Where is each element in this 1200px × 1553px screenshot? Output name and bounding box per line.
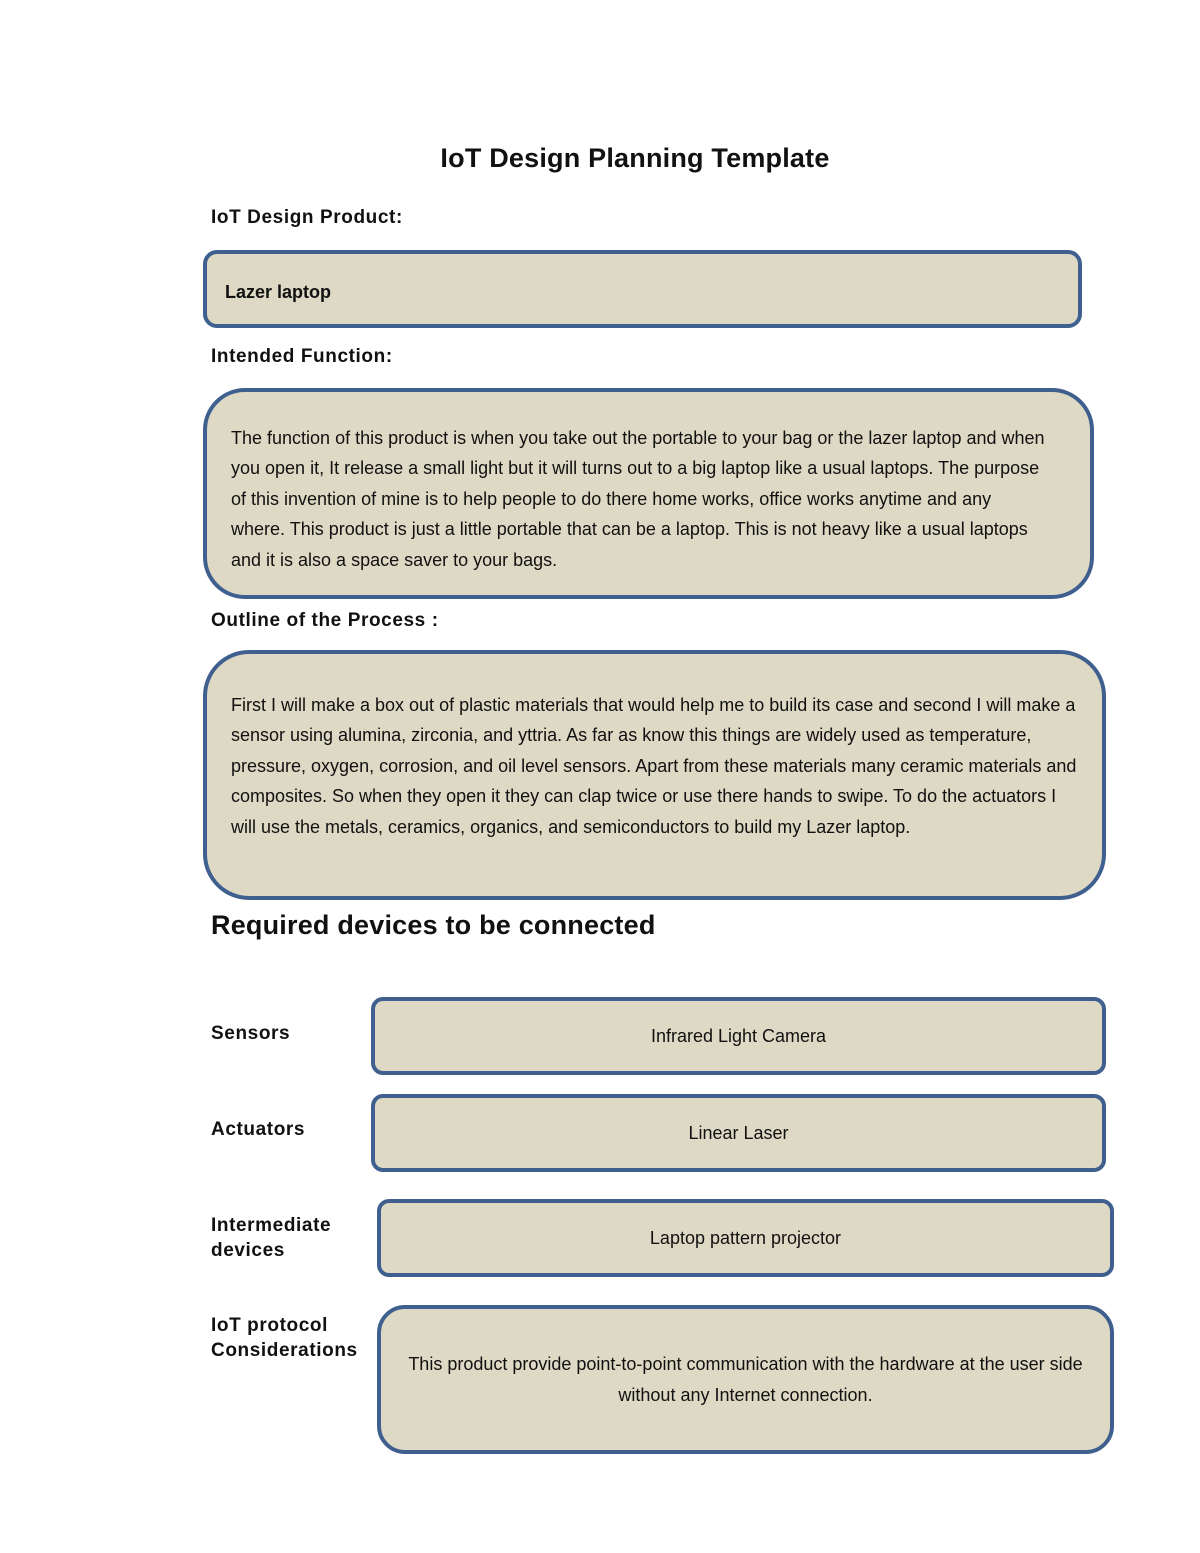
devices-heading: Required devices to be connected [211,910,656,940]
intended-function-text: The function of this product is when you take out the portable to your bag or the lazer laptop and when you open it, It release a small light but it will turns out to a big laptop like a usual laptops. The purpose of this invention of mine is to help people to do there home works, office works anytime and any where. This product is just a little portable that can be a laptop. This is not heavy like a usual laptops and it is also a space saver to your bags. [231,428,1045,570]
iot-protocol-value: This product provide point-to-point communication with the hardware at the user side without any Internet connection. [408,1354,1083,1405]
actuators-field[interactable] [371,1094,1106,1172]
sensors-field[interactable] [371,997,1106,1075]
actuators-label: Actuators [211,1119,306,1140]
intended-function-label: Intended Function: [211,346,393,367]
iot-protocol-field[interactable] [377,1305,1114,1454]
intermediate-devices-label-line1: Intermediate [211,1215,332,1236]
page-title: IoT Design Planning Template [440,143,830,173]
intermediate-devices-label [211,1213,331,1263]
product-label: IoT Design Product: [211,207,403,228]
actuators-value: Linear Laser [688,1122,789,1143]
sensors-value: Infrared Light Camera [650,1025,827,1046]
iot-protocol-label [211,1313,358,1363]
intended-function-field[interactable] [203,388,1094,599]
iot-protocol-label-line1: IoT protocol [211,1315,328,1336]
sensors-label: Sensors [211,1023,291,1044]
process-outline-field[interactable] [203,650,1106,900]
intermediate-devices-label-line2: devices [211,1240,285,1261]
product-value: Lazer laptop [225,282,332,302]
process-outline-label: Outline of the Process : [211,610,439,631]
intermediate-devices-field[interactable] [377,1199,1114,1277]
iot-protocol-label-line2: Considerations [211,1340,358,1361]
product-field[interactable] [203,250,1082,328]
intermediate-devices-value: Laptop pattern projector [649,1227,842,1248]
process-outline-text: First I will make a box out of plastic materials that would help me to build its case and second I will make a sensor using alumina, zirconia, and yttria. As far as know this things are widely used as temperature, pressure, oxygen, corrosion, and oil level sensors. Apart from these materials many ceramic materials and composites. So when they open it they can clap twice or use there hands to swipe. To do the actuators I will use the metals, ceramics, organics, and semiconductors to build my Lazer laptop. [231,695,1077,837]
